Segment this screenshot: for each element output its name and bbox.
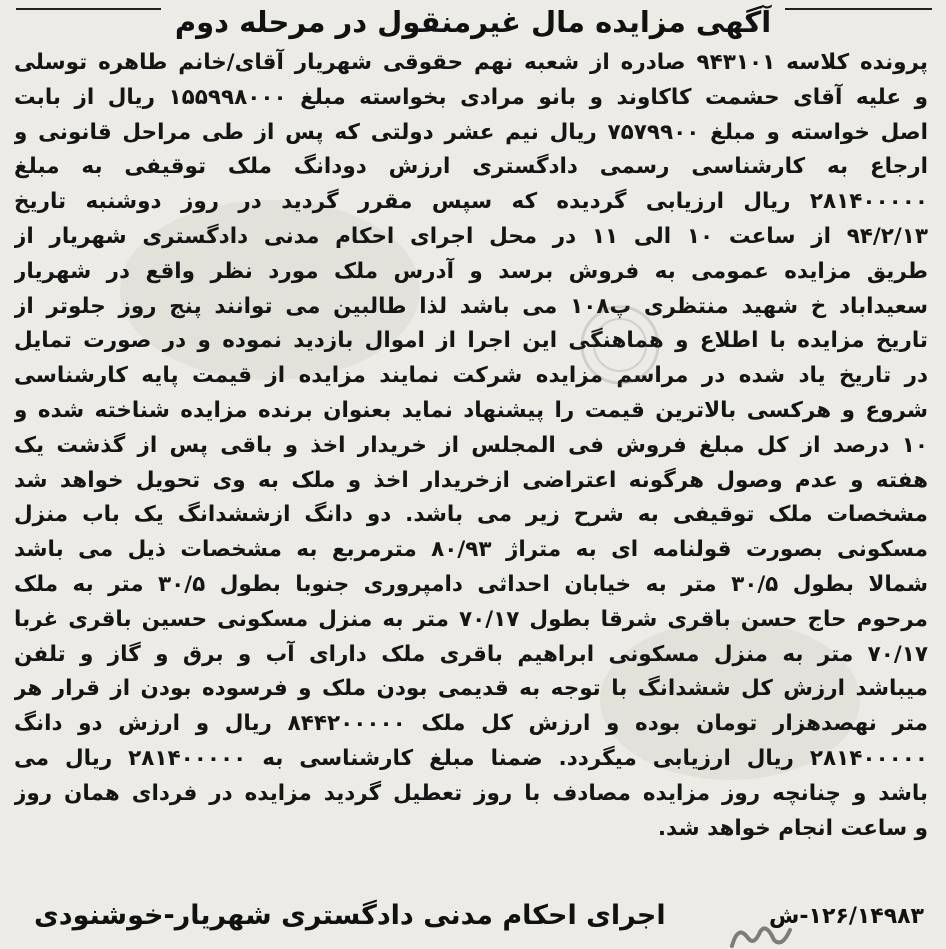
notice-body xyxy=(14,46,928,846)
body-line: میباشد ارزش کل ششدانگ با توجه به قدیمی بودن ملک و فرسوده بودن از قرار هر xyxy=(14,676,928,702)
body-line: تاریخ مزایده با اطلاع و هماهنگی این اجرا از اموال بازدید نموده و در صورت تمایل xyxy=(14,328,928,354)
issuer-signature: اجرای احکام مدنی دادگستری شهریار-خوشنودی xyxy=(34,900,666,931)
body-line: ۷۰/۱۷ متر به منزل مسکونی ابراهیم باقری ملک دارای آب و برق و گاز و تلفن xyxy=(14,641,928,667)
body-line: در تاریخ یاد شده در مراسم مزایده شرکت نمایند مزایده از قیمت پایه کارشناسی xyxy=(14,363,928,389)
body-line: ۱۰ درصد از کل مبلغ فروش فی المجلس از خریدار اخذ و باقی پس از گذشت یک xyxy=(14,432,928,458)
body-line: مسکونی بصورت قولنامه ای به متراژ ۸۰/۹۳ مترمربع به مشخصات ذیل می باشد xyxy=(14,537,928,563)
corner-logo-fragment xyxy=(724,920,804,949)
body-line: و ساعت انجام خواهد شد. xyxy=(657,815,928,841)
body-line: و علیه آقای حشمت کاکاوند و بانو مرادی بخواسته مبلغ ۱۵۵۹۹۸۰۰۰ ریال از بابت xyxy=(14,84,928,110)
notice-title xyxy=(0,0,946,44)
body-line: شمالا بطول ۳۰/۵ متر به خیابان احداثی دامپروری جنوبا بطول ۳۰/۵ متر به ملک xyxy=(14,571,928,597)
body-line: هفته و عدم وصول هرگونه اعتراضی ازخریدار اخذ و ملک به وی تحویل خواهد شد xyxy=(14,467,928,493)
body-line: طریق مزایده عمومی به فروش برسد و آدرس ملک مورد نظر واقع در شهریار xyxy=(14,258,928,284)
body-line: باشد و چنانچه روز مزایده مصادف با روز تعطیل گردید مزایده در فردای همان روز xyxy=(14,780,928,806)
body-line: مرحوم حاج حسن باقری شرقا بطول ۷۰/۱۷ متر به منزل مسکونی حسین باقری غربا xyxy=(14,606,928,632)
body-line: ۲۸۱۴۰۰۰۰۰ ریال ارزیابی گردیده که سپس مقرر گردید در روز دوشنبه تاریخ xyxy=(14,189,928,215)
notice-title-text: آگهی مزایده مال غیرمنقول در مرحله دوم xyxy=(161,5,785,39)
body-line: ۹۴/۲/۱۳ از ساعت ۱۰ الی ۱۱ در محل اجرای احکام مدنی دادگستری شهریار از xyxy=(14,223,928,249)
body-line: شروع و هرکسی بالاترین قیمت را پیشنهاد نماید بعنوان برنده مزایده شناخته شده و xyxy=(14,397,928,423)
body-line: اصل خواسته و مبلغ ۷۵۷۹۹۰۰ ریال نیم عشر دولتی که پس از طی مراحل قانونی و xyxy=(14,119,928,145)
body-line: متر نهصدهزار تومان بوده و ارزش کل ملک ۸۴۴۲۰۰۰۰۰ ریال و ارزش دو دانگ xyxy=(14,711,928,737)
body-line: ۲۸۱۴۰۰۰۰۰ ریال ارزیابی میگردد. ضمنا مبلغ کارشناسی به ۲۸۱۴۰۰۰۰۰ ریال می xyxy=(14,745,928,771)
body-line: سعیداباد خ شهید منتظری پ۱۰۸ می باشد لذا طالبین می توانند پنج روز جلوتر از xyxy=(14,293,928,319)
body-line: ارجاع به کارشناسی رسمی دادگستری ارزش دودانگ ملک توقیفی به مبلغ xyxy=(14,154,928,180)
reference-number: ۱۲۶/۱۴۹۸۳-ش xyxy=(769,904,924,929)
body-line: مشخصات ملک توقیفی به شرح زیر می باشد. دو دانگ ازششدانگ یک باب منزل xyxy=(14,502,928,528)
body-line: پرونده کلاسه ۹۴۳۱۰۱ صادره از شعبه نهم حقوقی شهریار آقای/خانم طاهره توسلی xyxy=(14,50,928,75)
